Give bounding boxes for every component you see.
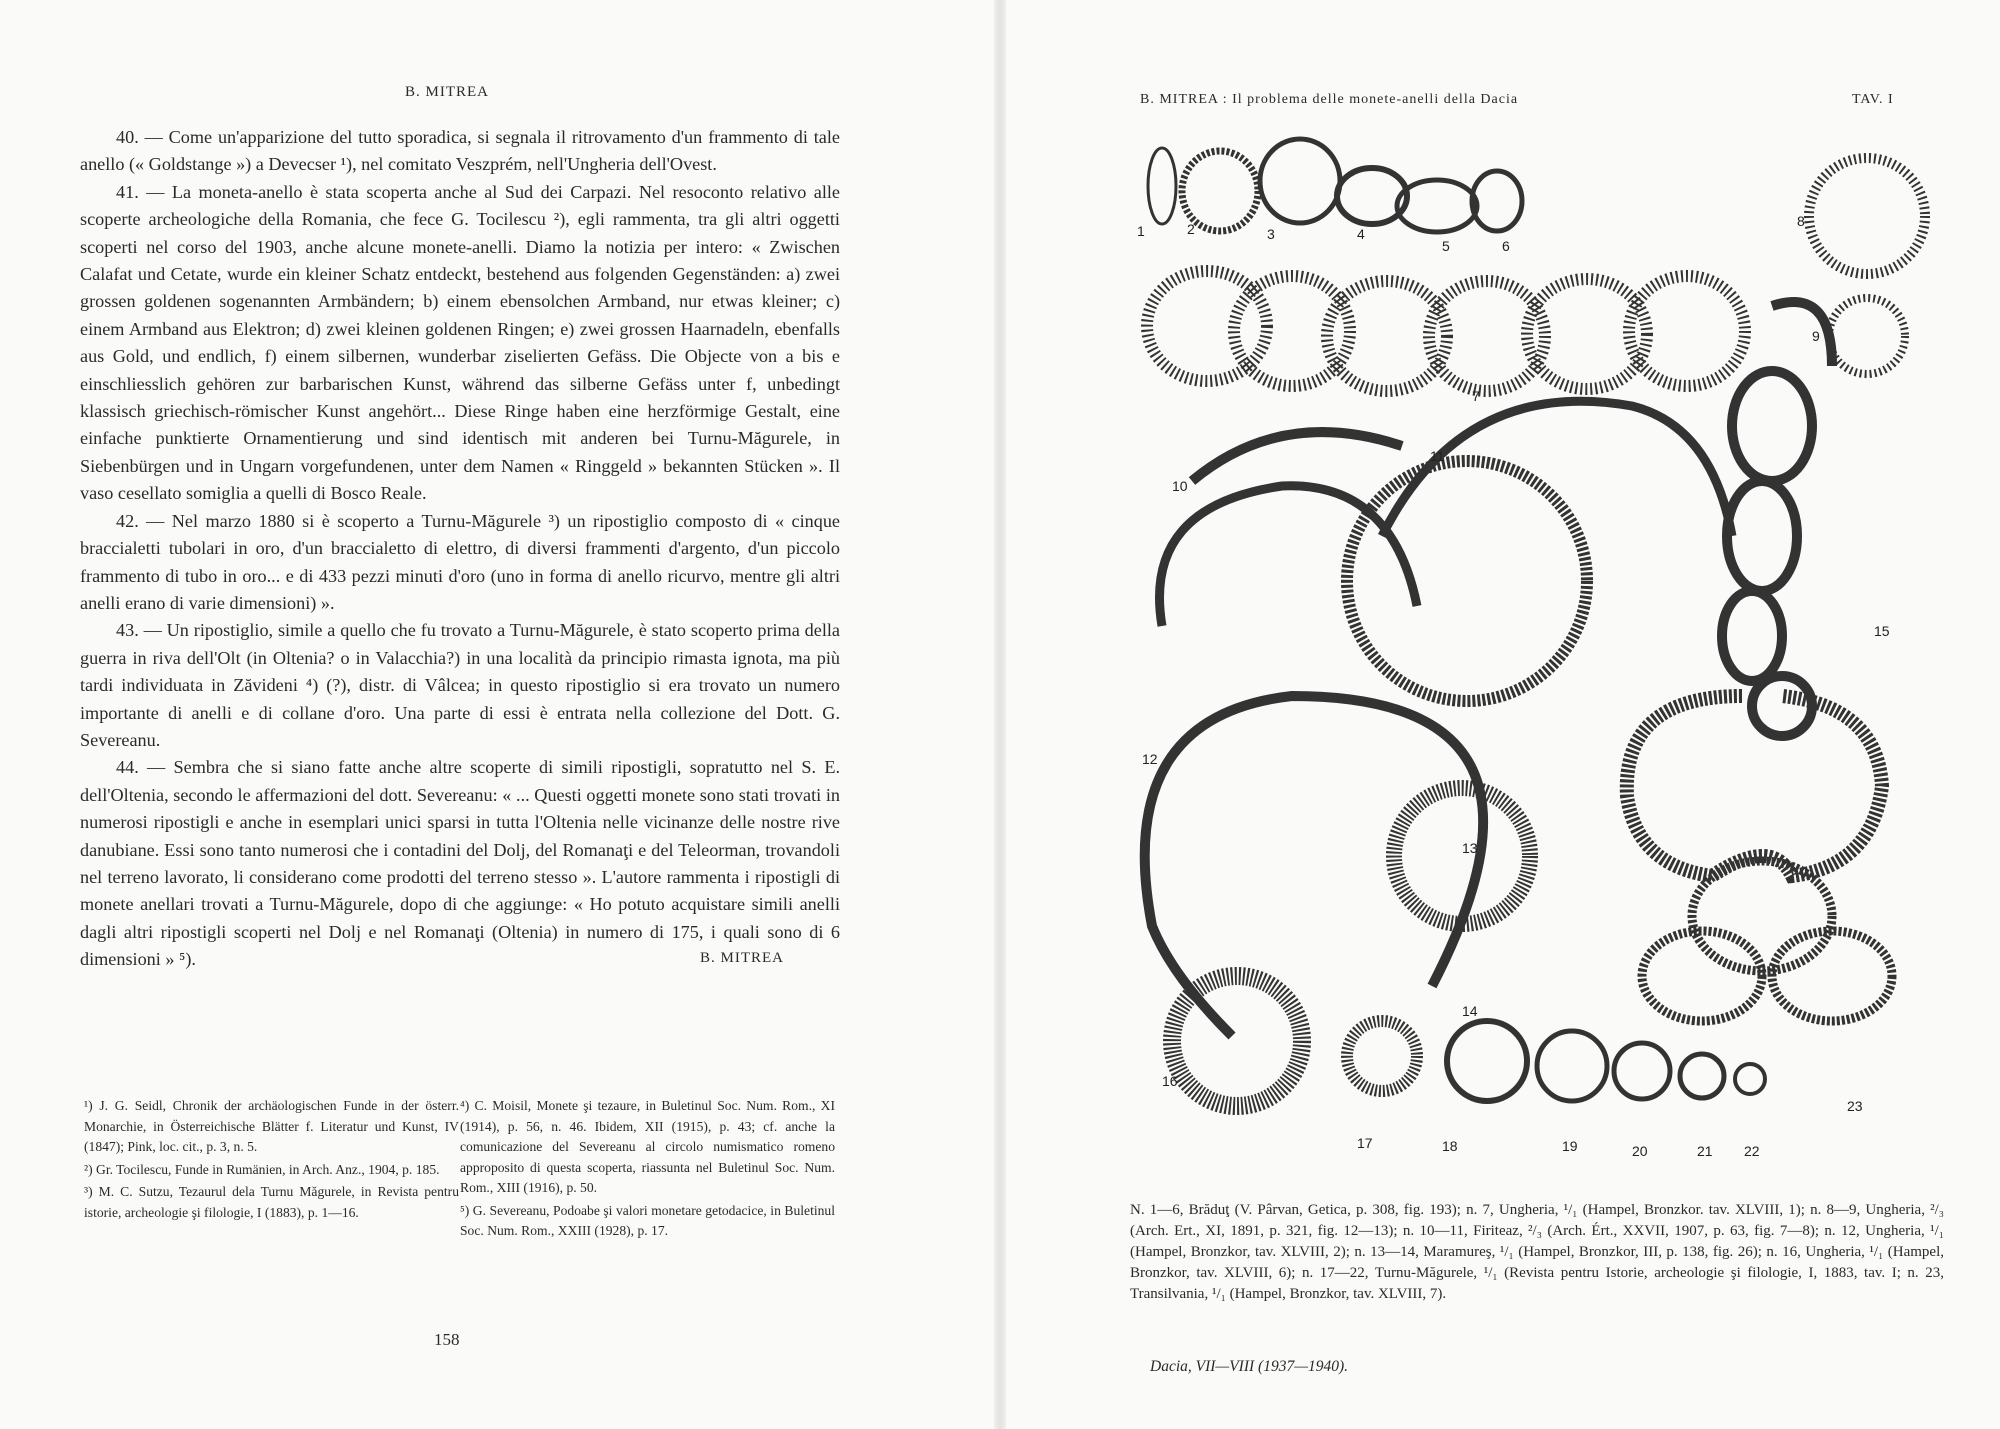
figure-label-18: 18 bbox=[1442, 1138, 1458, 1154]
figure-label-12: 12 bbox=[1142, 751, 1158, 767]
footnote-2: ²) Gr. Tocilescu, Funde in Rumänien, in Arch. Anz., 1904, p. 185. bbox=[84, 1161, 440, 1177]
ring-20-drawing bbox=[1614, 1043, 1670, 1099]
ring-14-drawing bbox=[1394, 788, 1530, 924]
ring-8-drawing bbox=[1809, 158, 1925, 274]
ring-1-drawing bbox=[1148, 148, 1176, 224]
footnotes-column-2 bbox=[460, 1096, 835, 1244]
ring-money-plate bbox=[1132, 136, 1932, 1191]
figure-label-2: 2 bbox=[1187, 221, 1195, 237]
ring-19-drawing bbox=[1537, 1031, 1607, 1101]
figure-label-20: 20 bbox=[1632, 1143, 1648, 1159]
footnote-3: ³) M. C. Sutzu, Tezaurul dela Turnu Măgurele, in Revista pentru istorie, archeologie şi filologie, I (1883), p. 1—16. bbox=[84, 1184, 459, 1220]
running-head-title: B. MITREA : Il problema delle monete-anelli della Dacia bbox=[1140, 92, 1519, 107]
paragraph-44: 44. — Sembra che si siano fatte anche altre scoperte di simili ripostigli, sopratutto nel S. E. dell'Oltenia, secondo le affermazioni del dott. Severeanu: « ... Questi oggetti monete sono stati trovati in numerosi ripostigli e anche in esemplari unici sparsi in tutta l'Oltenia nelle vicinanze delle nostre rive danubiane. Essi sono tanto numerosi che i contadini del Dolj, del Romanaţi e del Teleorman, trovandoli nel terreno lavorato, li considerano come prodotti del terreno stesso ». L'autore rammenta i ripostigli di monete anellari trovati a Turnu-Măgurele, dopo di che aggiunge: « Ho potuto acquistare simili anelli dagli altri ripostigli scoperti nel Dolj e nel Romanaţi (Oltenia) in numero di 175, i quali sono di 6 dimensioni » ⁵). bbox=[80, 757, 840, 970]
right-page bbox=[1006, 0, 2000, 1429]
figure-label-8: 8 bbox=[1797, 213, 1805, 229]
book-gutter bbox=[994, 0, 1006, 1429]
footnote-4: ⁴) C. Moisil, Monete şi tezaure, in Buletinul Soc. Num. Rom., XI (1914), p. 56, n. 46. Ibidem, XII (1915), p. 43; cf. anche la comunicazione del Severeanu al circolo numismatico romeno approposito di questa scoperta, riassunta nel Buletinul Soc. Num. Rom., XIII (1916), p. 50. bbox=[460, 1098, 835, 1195]
ring-22-drawing bbox=[1735, 1064, 1765, 1094]
figure-label-9: 9 bbox=[1812, 328, 1820, 344]
figure-label-11: 11 bbox=[1430, 448, 1445, 464]
plate-number: TAV. I bbox=[1852, 92, 1894, 107]
footnote-1: ¹) J. G. Seidl, Chronik der archäologischen Funde in der österr. Monarchie, in Österreichische Blätter f. Literatur und Kunst, IV (1847); Pink, loc. cit., p. 3, n. 5. bbox=[84, 1098, 459, 1154]
figure-label-10: 10 bbox=[1172, 478, 1188, 494]
figure-label-5: 5 bbox=[1442, 238, 1450, 254]
ring-4-drawing bbox=[1337, 168, 1407, 224]
figure-label-13: 13 bbox=[1462, 840, 1478, 856]
left-page bbox=[0, 0, 994, 1429]
figure-label-15: 15 bbox=[1874, 623, 1890, 639]
paragraph-40: 40. — Come un'apparizione del tutto sporadica, si segnala il ritrovamento d'un frammento di tale anello (« Goldstange ») a Devecser ¹), nel comitato Veszprém, nell'Ungheria dell'Ovest. bbox=[80, 127, 840, 175]
figure-label-1: 1 bbox=[1137, 223, 1145, 239]
figure-label-14: 14 bbox=[1462, 1003, 1478, 1019]
figure-label-16: 16 bbox=[1162, 1073, 1178, 1089]
author-signature: B. MITREA bbox=[700, 950, 784, 966]
paragraph-41: 41. — La moneta-anello è stata scoperta anche al Sud dei Carpazi. Nel resoconto relativo alle scoperte archeologiche della Romania, che fece G. Tocilescu ²), egli rammenta, tra gli altri oggetti scoperti nel corso del 1903, anche alcune monete-anelli. Diamo la notizia per intero: « Zwischen Calafat und Cetate, wurde ein kleiner Schatz entdeckt, bestehend aus folgenden Gegenständen: a) zwei grossen goldenen sogenannten Armbändern; b) einem ebensolchen Armband, nur etwas kleiner; c) einem Armband aus Elektron; d) zwei kleinen goldenen Ringen; e) zwei grossen Haarnadeln, ebenfalls aus Gold, und endlich, f) einem silbernen, wunderbar ziselierten Gefäss. Die Objecte von a bis e einschliesslich gehören zur barbarischen Kunst, während das silberne Gefäss unter f, unbedingt klassisch griechisch-römischer Kunst angehört... Diese Ringe haben eine herzförmige Gestalt, eine einfache punktierte Ornamentierung und sind identisch mit anderen bei Turnu-Măgurele, in Siebenbürgen und in Ungarn vorgefundenen, unter dem Namen « Ringgeld » bekannten Stücken ». Il vaso cesellato somiglia a quelli di Bosco Reale. bbox=[80, 181, 840, 504]
running-head: B. MITREA bbox=[405, 84, 489, 100]
ring-13-drawing bbox=[1347, 461, 1587, 701]
footnote-5: ⁵) G. Severeanu, Podoabe şi valori monetare getodacice, in Buletinul Soc. Num. Rom., XXIII (1928), p. 17. bbox=[460, 1202, 835, 1238]
ring-3-drawing bbox=[1260, 139, 1340, 223]
figure-label-19: 19 bbox=[1562, 1138, 1578, 1154]
paragraph-42: 42. — Nel marzo 1880 si è scoperto a Turnu-Măgurele ³) un ripostiglio composto di « cinque braccialetti tubolari in oro, d'un braccialetto di elettro, di diversi frammenti d'argento, d'un piccolo frammento di tubo in oro... e di 433 pezzi minuti d'oro (uno in forma di anello ricurvo, mentre gli altri anelli erano di varie dimensioni) ». bbox=[80, 510, 840, 613]
footnotes-column-1 bbox=[84, 1096, 459, 1225]
ring-5-drawing bbox=[1397, 180, 1477, 232]
figure-label-3: 3 bbox=[1267, 226, 1275, 242]
ring-2-drawing bbox=[1182, 151, 1258, 231]
figure-label-23: 23 bbox=[1847, 1098, 1863, 1114]
paragraph-43: 43. — Un ripostiglio, simile a quello che fu trovato a Turnu-Măgurele, è stato scoperto prima della guerra in riva dell'Olt (in Oltenia? o in Valacchia?) in una località da principio rimasta ignota, ma più tardi individuata in Zăvideni ⁴) (?), distr. di Vâlcea; in questo ripostiglio si era trovato un numero importante di anelli e di collane d'oro. Una parte di essi è entrata nella collezione del Dott. G. Severeanu. bbox=[80, 620, 840, 750]
figure-label-22: 22 bbox=[1744, 1143, 1760, 1159]
body-text bbox=[80, 124, 840, 974]
ring-6-drawing bbox=[1472, 171, 1522, 231]
figure-label-6: 6 bbox=[1502, 238, 1510, 254]
plate-caption: N. 1—6, Brăduţ (V. Pârvan, Getica, p. 308, fig. 193); n. 7, Ungheria, ¹/₁ (Hampel, Bronzkor. tav. XLVIII, 1); n. 8—9, Ungheria, ²/₃ (Arch. Ert., XI, 1891, p. 321, fig. 12—13); n. 10—11, Firiteaz, ²/₃ (Arch. Ért., XXVII, 1907, p. 63, fig. 7—8); n. 12, Ungheria, ¹/₁ (Hampel, Bronzkor, tav. XLVIII, 2); n. 13—14, Maramureş, ¹/₁ (Hampel, Bronzkor, III, p. 138, fig. 26); n. 16, Ungheria, ¹/₁ (Hampel, Bronzkor, tav. XLVIII, 6); n. 17—22, Turnu-Măgurele, ¹/₁ (Revista pentru Istorie, archeologie şi filologie, I, 1883, tav. I; n. 23, Transilvania, ¹/₁ (Hampel, Bronzkor, tav. XLVIII, 7). bbox=[1130, 1202, 1944, 1302]
knot-23-drawing bbox=[1642, 861, 1892, 1021]
figure-label-7: 7 bbox=[1472, 388, 1480, 404]
journal-footer: Dacia, VII—VIII (1937—1940). bbox=[1150, 1358, 1349, 1375]
bracelet-10-drawing bbox=[1192, 432, 1402, 481]
pendant-chain-15-drawing bbox=[1722, 302, 1832, 736]
page-number: 158 bbox=[434, 1330, 460, 1349]
figure-label-4: 4 bbox=[1357, 226, 1365, 242]
spiral-17-drawing bbox=[1347, 1021, 1417, 1091]
figure-label-17: 17 bbox=[1357, 1135, 1373, 1151]
figure-label-21: 21 bbox=[1697, 1143, 1713, 1159]
ring-chain-7-drawing bbox=[1147, 271, 1745, 391]
ring-21-drawing bbox=[1680, 1054, 1724, 1098]
ring-9-drawing bbox=[1829, 298, 1905, 374]
ring-18-drawing bbox=[1447, 1021, 1527, 1101]
